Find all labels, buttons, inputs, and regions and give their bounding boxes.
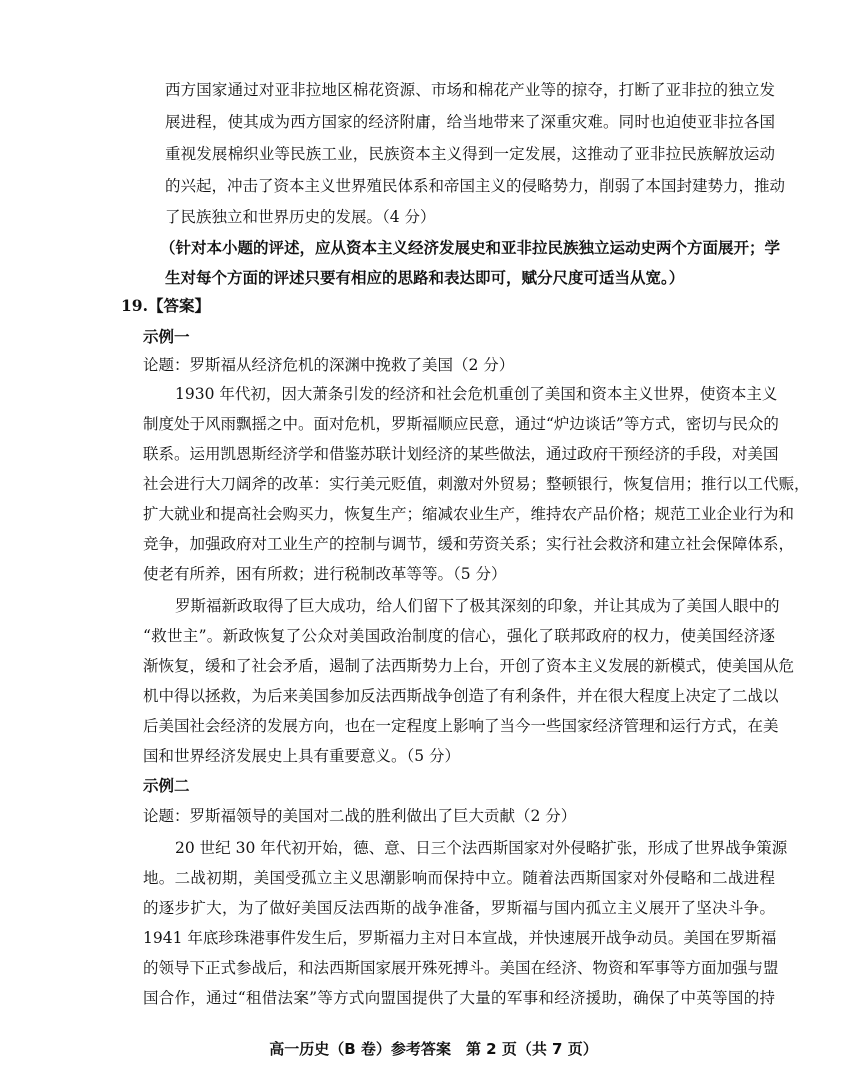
text-line: 渐恢复，缓和了社会矛盾，遏制了法西斯势力上台，开创了资本主义发展的新模式，使美国从危 bbox=[143, 657, 795, 675]
text-line: 社会进行大刀阔斧的改革：实行美元贬值，刺激对外贸易；整顿银行，恢复信用；推行以工代赈， bbox=[143, 475, 810, 493]
text-line: 地。二战初期，美国受孤立主义思潮影响而保持中立。随着法西斯国家对外侵略和二战进程 bbox=[143, 869, 775, 887]
text-line: 的领导下正式参战后，和法西斯国家展开殊死搏斗。美国在经济、物资和军事等方面加强与盟 bbox=[143, 959, 779, 977]
text-line: 后美国社会经济的发展方向，也在一定程度上影响了当今一些国家经济管理和运行方式，在美 bbox=[143, 717, 779, 735]
text-line: 罗斯福新政取得了巨大成功，给人们留下了极其深刻的印象，并让其成为了美国人眼中的 bbox=[175, 597, 780, 615]
text-line: 国和世界经济发展史上具有重要意义。（5 分） bbox=[143, 747, 461, 765]
thesis-line: 论题：罗斯福领导的美国对二战的胜利做出了巨大贡献（2 分） bbox=[143, 807, 577, 825]
text-line: 的逐步扩大，为了做好美国反法西斯的战争准备，罗斯福与国内孤立主义展开了坚决斗争。 bbox=[143, 899, 775, 917]
page-footer: 高一历史（B 卷）参考答案 第 2 页（共 7 页） bbox=[269, 1040, 598, 1058]
question-label: 19.【答案】 bbox=[121, 296, 210, 315]
example-heading: 示例一 bbox=[143, 327, 190, 346]
text-line: 竞争，加强政府对工业生产的控制与调节，缓和劳资关系；实行社会救济和建立社会保障体系， bbox=[143, 535, 795, 553]
text-line: “救世主”。新政恢复了公众对美国政治制度的信心，强化了联邦政府的权力，使美国经济逐 bbox=[143, 627, 775, 645]
text-line: 的兴起，冲击了资本主义世界殖民体系和帝国主义的侵略势力，削弱了本国封建势力，推动 bbox=[165, 177, 786, 195]
text-line: 展进程，使其成为西方国家的经济附庸，给当地带来了深重灾难。同时也迫使亚非拉各国 bbox=[165, 113, 775, 131]
grading-note: （针对本小题的评述，应从资本主义经济发展史和亚非拉民族独立运动史两个方面展开；学 bbox=[160, 238, 781, 257]
example-heading: 示例二 bbox=[143, 776, 190, 795]
text-line: 重视发展棉织业等民族工业，民族资本主义得到一定发展，这推动了亚非拉民族解放运动 bbox=[165, 145, 775, 163]
text-line: 西方国家通过对亚非拉地区棉花资源、市场和棉花产业等的掠夺，打断了亚非拉的独立发 bbox=[165, 81, 775, 99]
text-line: 了民族独立和世界历史的发展。（4 分） bbox=[165, 208, 436, 226]
text-line: 扩大就业和提高社会购买力，恢复生产；缩减农业生产，维持农产品价格；规范工业企业行为和 bbox=[143, 505, 795, 523]
text-line: 联系。运用凯恩斯经济学和借鉴苏联计划经济的某些做法，通过政府干预经济的手段，对美国 bbox=[143, 445, 779, 463]
thesis-line: 论题：罗斯福从经济危机的深渊中挽救了美国（2 分） bbox=[143, 356, 515, 374]
text-line: 制度处于风雨飘摇之中。面对危机，罗斯福顺应民意，通过“炉边谈话”等方式，密切与民众的 bbox=[143, 415, 779, 433]
text-line: 使老有所养，困有所救；进行税制改革等等。（5 分） bbox=[143, 565, 507, 583]
text-line: 机中得以拯救，为后来美国参加反法西斯战争创造了有利条件，并在很大程度上决定了二战以 bbox=[143, 687, 779, 705]
text-line: 国合作，通过“租借法案”等方式向盟国提供了大量的军事和经济援助，确保了中英等国的持 bbox=[143, 989, 775, 1007]
grading-note: 生对每个方面的评述只要有相应的思路和表达即可，赋分尺度可适当从宽。） bbox=[165, 268, 685, 287]
text-line: 1941 年底珍珠港事件发生后，罗斯福力主对日本宣战，并快速展开战争动员。美国在罗斯福 bbox=[143, 929, 777, 947]
text-line: 1930 年代初，因大萧条引发的经济和社会危机重创了美国和资本主义世界，使资本主义 bbox=[175, 385, 778, 403]
text-line: 20 世纪 30 年代初开始，德、意、日三个法西斯国家对外侵略扩张，形成了世界战争策源 bbox=[175, 839, 788, 857]
